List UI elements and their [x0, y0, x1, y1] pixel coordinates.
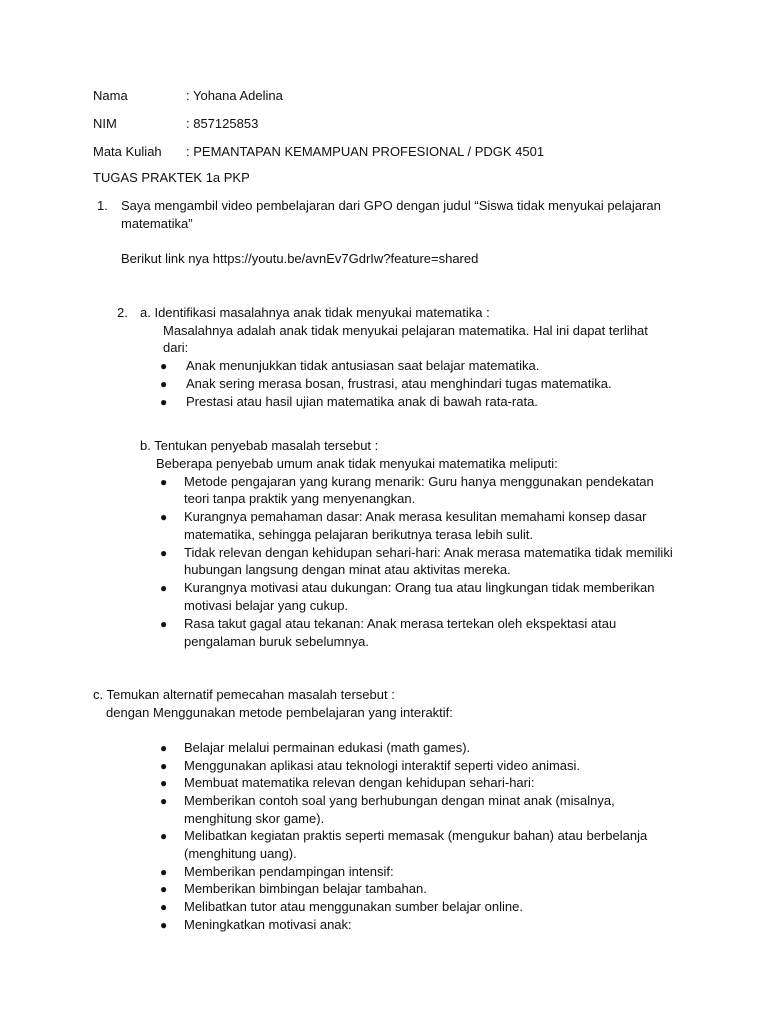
item2b-bullet-line: Tidak relevan dengan kehidupan sehari-hari: Anak merasa matematika tidak memiliki: [184, 545, 673, 560]
bullet-icon: ●: [160, 865, 168, 879]
bullet-icon: ●: [160, 581, 168, 595]
item2-number: 2.: [117, 305, 128, 320]
nama-label: Nama: [93, 88, 128, 103]
bullet-icon: ●: [160, 759, 168, 773]
item1-number: 1.: [97, 198, 108, 213]
item2b-bullet-line: Kurangnya motivasi atau dukungan: Orang tua atau lingkungan tidak memberikan: [184, 580, 655, 595]
bullet-icon: ●: [160, 359, 168, 373]
section-c-bullet-line: Melibatkan tutor atau menggunakan sumber belajar online.: [184, 899, 523, 914]
item2b-bullet-line: Kurangnya pemahaman dasar: Anak merasa kesulitan memahami konsep dasar: [184, 509, 647, 524]
section-c-bullet-line: Memberikan pendampingan intensif:: [184, 864, 394, 879]
item2a-bullet: Prestasi atau hasil ujian matematika anak di bawah rata-rata.: [186, 394, 538, 409]
item2b-bullet-line: matematika, sehingga pelajaran berikutnya terasa lebih sulit.: [184, 527, 534, 542]
section-c-bullet-line: Meningkatkan motivasi anak:: [184, 917, 352, 932]
bullet-icon: ●: [160, 794, 168, 808]
section-c-bullet-line: (menghitung uang).: [184, 846, 297, 861]
nim-value: : 857125853: [186, 116, 259, 131]
bullet-icon: ●: [160, 900, 168, 914]
item2b-intro: Beberapa penyebab umum anak tidak menyukai matematika meliputi:: [156, 456, 558, 471]
nama-value: : Yohana Adelina: [186, 88, 283, 103]
item1-line2: matematika”: [121, 216, 193, 231]
section-c-heading: c. Temukan alternatif pemecahan masalah tersebut :: [93, 687, 395, 702]
item2b-heading: b. Tentukan penyebab masalah tersebut :: [140, 438, 379, 453]
section-c-bullet-line: Belajar melalui permainan edukasi (math games).: [184, 740, 471, 755]
section-c-bullet-line: Memberikan contoh soal yang berhubungan dengan minat anak (misalnya,: [184, 793, 615, 808]
bullet-icon: ●: [160, 475, 168, 489]
item1-link-line: Berikut link nya https://youtu.be/avnEv7GdrIw?feature=shared: [121, 251, 479, 266]
task-title: TUGAS PRAKTEK 1a PKP: [93, 170, 250, 185]
item2a-heading: a. Identifikasi masalahnya anak tidak menyukai matematika :: [140, 305, 490, 320]
item2a-intro-line2: dari:: [163, 340, 189, 355]
bullet-icon: ●: [160, 510, 168, 524]
bullet-icon: ●: [160, 882, 168, 896]
mata-kuliah-value: : PEMANTAPAN KEMAMPUAN PROFESIONAL / PDGK 4501: [186, 144, 545, 159]
bullet-icon: ●: [160, 377, 168, 391]
section-c-bullet-line: Melibatkan kegiatan praktis seperti memasak (mengukur bahan) atau berbelanja: [184, 828, 648, 843]
section-c-bullet-line: Menggunakan aplikasi atau teknologi interaktif seperti video animasi.: [184, 758, 581, 773]
item2b-bullet-line: hubungan langsung dengan minat atau aktivitas mereka.: [184, 562, 511, 577]
mata-kuliah-label: Mata Kuliah: [93, 144, 162, 159]
bullet-icon: ●: [160, 546, 168, 560]
item2b-bullet-line: pengalaman buruk sebelumnya.: [184, 634, 370, 649]
section-c-bullet-line: menghitung skor game).: [184, 811, 325, 826]
item2b-bullet-line: Metode pengajaran yang kurang menarik: Guru hanya menggunakan pendekatan: [184, 474, 654, 489]
bullet-icon: ●: [160, 829, 168, 843]
bullet-icon: ●: [160, 617, 168, 631]
item1-line1: Saya mengambil video pembelajaran dari GPO dengan judul “Siswa tidak menyukai pelajaran: [121, 198, 661, 213]
bullet-icon: ●: [160, 776, 168, 790]
section-c-intro: dengan Menggunakan metode pembelajaran yang interaktif:: [106, 705, 453, 720]
bullet-icon: ●: [160, 741, 168, 755]
bullet-icon: ●: [160, 918, 168, 932]
bullet-icon: ●: [160, 395, 168, 409]
item2b-bullet-line: Rasa takut gagal atau tekanan: Anak merasa tertekan oleh ekspektasi atau: [184, 616, 617, 631]
item2b-bullet-line: teori tanpa praktik yang menyenangkan.: [184, 491, 416, 506]
section-c-bullet-line: Membuat matematika relevan dengan kehidupan sehari-hari:: [184, 775, 535, 790]
item2a-bullet: Anak menunjukkan tidak antusiasan saat belajar matematika.: [186, 358, 540, 373]
item2a-bullet: Anak sering merasa bosan, frustrasi, atau menghindari tugas matematika.: [186, 376, 612, 391]
item2b-bullet-line: motivasi belajar yang cukup.: [184, 598, 349, 613]
nim-label: NIM: [93, 116, 117, 131]
section-c-bullet-line: Memberikan bimbingan belajar tambahan.: [184, 881, 427, 896]
item2a-intro-line1: Masalahnya adalah anak tidak menyukai pelajaran matematika. Hal ini dapat terlihat: [163, 323, 648, 338]
